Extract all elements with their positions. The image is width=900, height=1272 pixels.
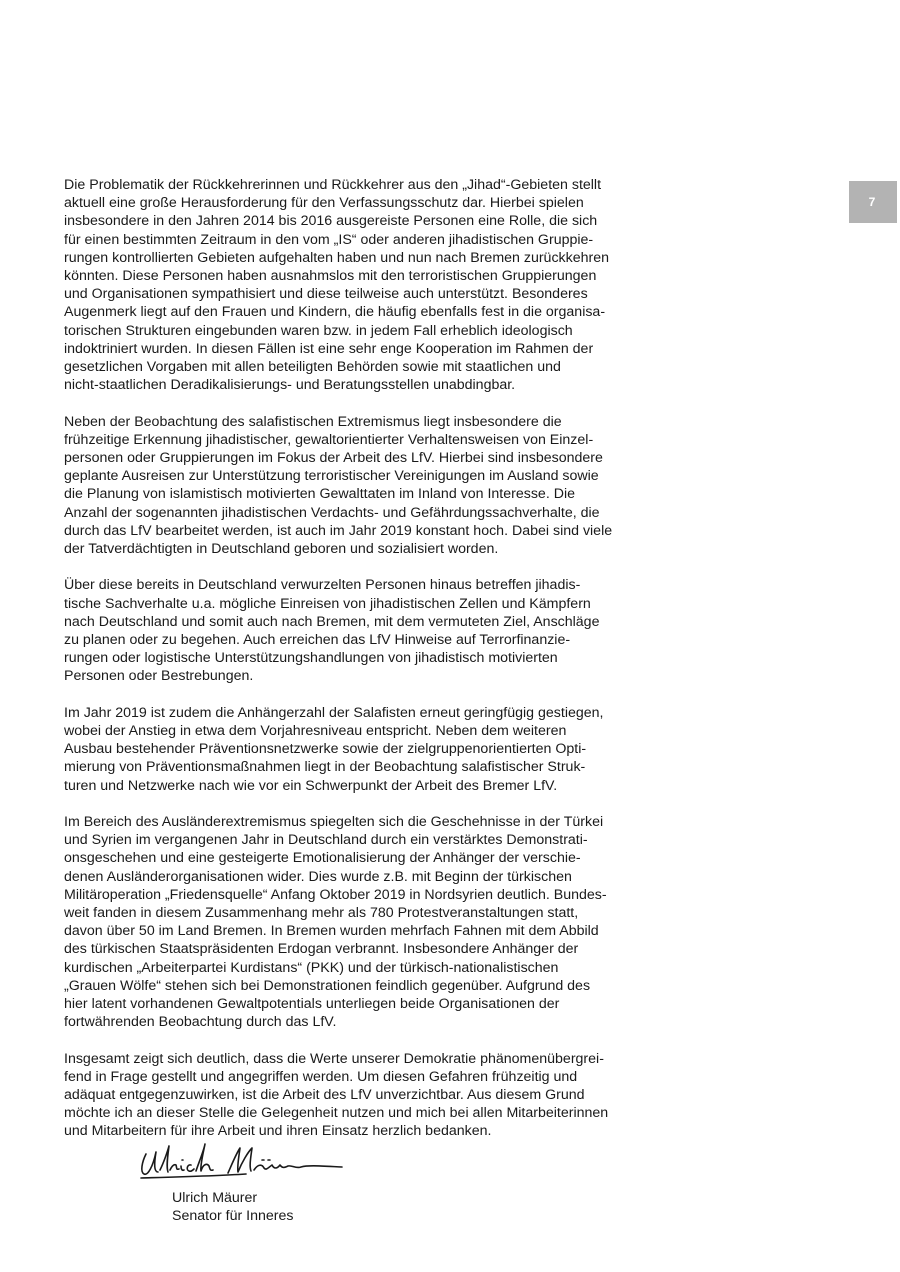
text-line: frühzeitige Erkennung jihadistischer, gewaltorientierter Verhaltensweisen von Einzel- bbox=[64, 431, 594, 448]
text-line: rungen oder logistische Unterstützungshandlungen von jihadistisch motivierten bbox=[64, 650, 558, 667]
text-line: Im Bereich des Ausländerextremismus spiegelten sich die Geschehnisse in der Türkei bbox=[64, 814, 604, 831]
paragraph bbox=[64, 576, 624, 685]
text-line: kurdischen „Arbeiterpartei Kurdistans“ (PKK) und der türkisch-nationalistischen bbox=[64, 959, 559, 976]
page-number: 7 bbox=[868, 195, 876, 209]
signer-block bbox=[172, 1189, 293, 1225]
text-line: des türkischen Staatspräsidenten Erdogan verbrannt. Insbesondere Anhänger der bbox=[64, 941, 579, 958]
text-line: fortwährenden Beobachtung durch das LfV. bbox=[64, 1014, 337, 1031]
text-line: Personen oder Bestrebungen. bbox=[64, 668, 254, 685]
signer-title: Senator für Inneres bbox=[172, 1208, 294, 1225]
text-line: und Mitarbeitern für ihre Arbeit und ihren Einsatz herzlich bedanken. bbox=[64, 1123, 492, 1140]
paragraph bbox=[64, 413, 624, 559]
text-line: die Planung von islamistisch motivierten Gewalttaten im Inland von Interesse. Die bbox=[64, 486, 575, 503]
text-line: Ausbau bestehender Präventionsnetzwerke sowie der zielgruppenorientierten Opti- bbox=[64, 741, 587, 758]
text-line: durch das LfV bearbeitet werden, ist auch im Jahr 2019 konstant hoch. Dabei sind viele bbox=[64, 522, 613, 539]
text-line: möchte ich an dieser Stelle die Gelegenheit nutzen und mich bei allen Mitarbeiterinnen bbox=[64, 1105, 609, 1122]
page-number-tab bbox=[849, 181, 897, 223]
signer-name: Ulrich Mäurer bbox=[172, 1190, 258, 1206]
text-line: mierung von Präventionsmaßnahmen liegt in der Beobachtung salafistischer Struk- bbox=[64, 759, 586, 776]
signature-image bbox=[136, 1140, 356, 1184]
text-line: Über diese bereits in Deutschland verwurzelten Personen hinaus betreffen jihadis- bbox=[64, 577, 581, 594]
text-line: insbesondere in den Jahren 2014 bis 2016 ausgereiste Personen eine Rolle, die sich bbox=[64, 213, 598, 230]
text-line: „Grauen Wölfe“ stehen sich bei Demonstrationen feindlich gegenüber. Aufgrund des bbox=[64, 977, 591, 994]
text-line: denen Ausländerorganisationen wider. Dies wurde z.B. mit Beginn der türkischen bbox=[64, 868, 572, 885]
text-line: und Organisationen sympathisiert und diese teilweise auch unterstützt. Besonderes bbox=[64, 286, 588, 303]
text-line: indoktriniert wurden. In diesen Fällen ist eine sehr enge Kooperation im Rahmen der bbox=[64, 340, 594, 357]
paragraph bbox=[64, 704, 624, 795]
paragraph bbox=[64, 813, 624, 1031]
text-line: aktuell eine große Herausforderung für den Verfassungsschutz dar. Hierbei spielen bbox=[64, 195, 584, 212]
text-line: adäquat entgegenzuwirken, ist die Arbeit des LfV unverzichtbar. Aus diesem Grund bbox=[64, 1087, 585, 1104]
text-line: personen oder Gruppierungen im Fokus der Arbeit des LfV. Hierbei sind insbesondere bbox=[64, 450, 603, 467]
text-line: der Tatverdächtigten in Deutschland geboren und sozialisiert worden. bbox=[64, 541, 499, 558]
text-line: Insgesamt zeigt sich deutlich, dass die Werte unserer Demokratie phänomenübergrei- bbox=[64, 1050, 604, 1067]
text-line: geplante Ausreisen zur Unterstützung terroristischer Vereinigungen im Ausland sowie bbox=[64, 468, 599, 485]
text-line: nach Deutschland und somit auch nach Bremen, mit dem vermuteten Ziel, Anschläge bbox=[64, 613, 600, 630]
text-line: könnten. Diese Personen haben ausnahmslos mit den terroristischen Gruppierungen bbox=[64, 268, 597, 285]
text-line: nicht-staatlichen Deradikalisierungs- und Beratungsstellen unabdingbar. bbox=[64, 377, 516, 394]
text-line: zu planen oder zu begehen. Auch erreichen das LfV Hinweise auf Terrorfinanzie- bbox=[64, 632, 571, 649]
text-line: turen und Netzwerke nach wie vor ein Schwerpunkt der Arbeit des Bremer LfV. bbox=[64, 777, 558, 794]
handwritten-signature bbox=[136, 1140, 356, 1184]
text-line: torischen Strukturen eingebunden waren bzw. in jedem Fall erheblich ideologisch bbox=[64, 322, 573, 339]
text-line: Anzahl der sogenannten jihadistischen Verdachts- und Gefährdungssachverhalte, die bbox=[64, 504, 600, 521]
text-line: Neben der Beobachtung des salafistischen Extremismus liegt insbesondere die bbox=[64, 413, 562, 430]
text-line: hier latent vorhandenen Gewaltpotentials unterliegen beide Organisationen der bbox=[64, 996, 560, 1013]
text-line: davon über 50 im Land Bremen. In Bremen wurden mehrfach Fahnen mit dem Abbild bbox=[64, 923, 599, 940]
text-line: gesetzlichen Vorgaben mit allen beteiligten Behörden sowie mit staatlichen und bbox=[64, 359, 561, 376]
text-line: Militäroperation „Friedensquelle“ Anfang Oktober 2019 in Nordsyrien deutlich. Bundes- bbox=[64, 886, 607, 903]
text-line: wobei der Anstieg in etwa dem Vorjahresniveau entspricht. Neben dem weiteren bbox=[64, 723, 567, 740]
text-line: für einen bestimmten Zeitraum in den vom „IS“ oder anderen jihadistischen Gruppie- bbox=[64, 231, 594, 248]
foreword-text bbox=[64, 176, 624, 1159]
text-line: weit fanden in diesem Zusammenhang mehr als 780 Protestveranstaltungen statt, bbox=[64, 905, 579, 922]
text-line: Im Jahr 2019 ist zudem die Anhängerzahl der Salafisten erneut geringfügig gestiegen, bbox=[64, 704, 604, 721]
text-line: tische Sachverhalte u.a. mögliche Einreisen von jihadistischen Zellen und Kämpfern bbox=[64, 595, 591, 612]
text-line: Augenmerk liegt auf den Frauen und Kindern, die häufig ebenfalls fest in die organisa- bbox=[64, 304, 606, 321]
text-line: Die Problematik der Rückkehrerinnen und Rückkehrer aus den „Jihad“-Gebieten stellt bbox=[64, 177, 602, 193]
paragraph bbox=[64, 176, 624, 394]
text-line: fend in Frage gestellt und angegriffen werden. Um diesen Gefahren frühzeitig und bbox=[64, 1068, 578, 1085]
text-line: rungen kontrollierten Gebieten aufgehalten haben und nun nach Bremen zurückkehren bbox=[64, 249, 610, 266]
paragraph bbox=[64, 1050, 624, 1141]
text-line: onsgeschehen und eine gesteigerte Emotionalisierung der Anhänger der verschie- bbox=[64, 850, 581, 867]
text-line: und Syrien im vergangenen Jahr in Deutschland durch ein verstärktes Demonstrati- bbox=[64, 832, 588, 849]
